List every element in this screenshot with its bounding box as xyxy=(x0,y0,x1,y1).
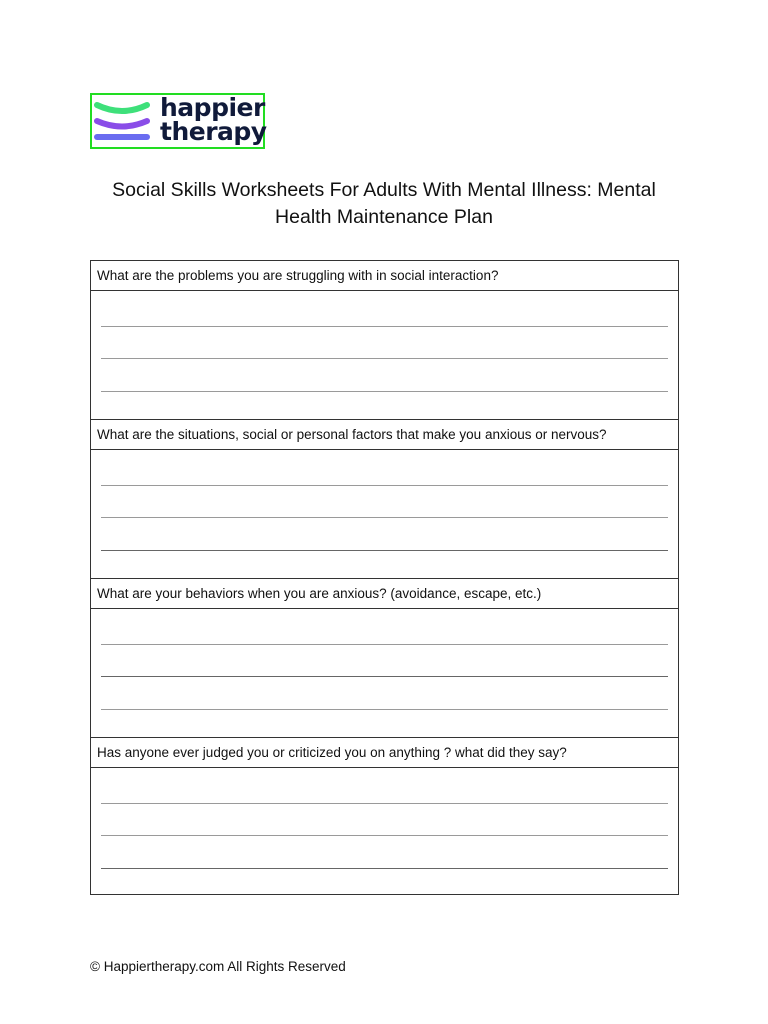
answer-area-4[interactable] xyxy=(91,768,678,894)
answer-line xyxy=(101,676,668,677)
answer-line xyxy=(101,358,668,359)
happier-therapy-logo xyxy=(90,93,265,149)
copyright-footer: © Happiertherapy.com All Rights Reserved xyxy=(90,959,346,974)
answer-area-1[interactable] xyxy=(91,291,678,420)
answer-line xyxy=(101,709,668,710)
worksheet-title: Social Skills Worksheets For Adults With Mental Illness: Mental Health Maintenance Plan xyxy=(112,179,656,228)
answer-line xyxy=(101,644,668,645)
answer-area-2[interactable] xyxy=(91,450,678,579)
question-4: Has anyone ever judged you or criticized you on anything ? what did they say? xyxy=(91,738,678,768)
answer-line xyxy=(101,803,668,804)
answer-line xyxy=(101,485,668,486)
answer-line xyxy=(101,868,668,869)
logo-word-therapy: therapy xyxy=(160,117,267,146)
answer-line xyxy=(101,517,668,518)
worksheet-table xyxy=(90,260,679,895)
answer-area-3[interactable] xyxy=(91,609,678,738)
answer-line xyxy=(101,326,668,327)
logo-word-happier: happier xyxy=(160,93,265,122)
logo-waves-icon xyxy=(94,99,154,145)
answer-line xyxy=(101,835,668,836)
question-3: What are your behaviors when you are anxious? (avoidance, escape, etc.) xyxy=(91,579,678,609)
answer-line xyxy=(101,391,668,392)
question-2: What are the situations, social or personal factors that make you anxious or nervous? xyxy=(91,420,678,450)
answer-line xyxy=(101,550,668,551)
question-1: What are the problems you are struggling with in social interaction? xyxy=(91,261,678,291)
